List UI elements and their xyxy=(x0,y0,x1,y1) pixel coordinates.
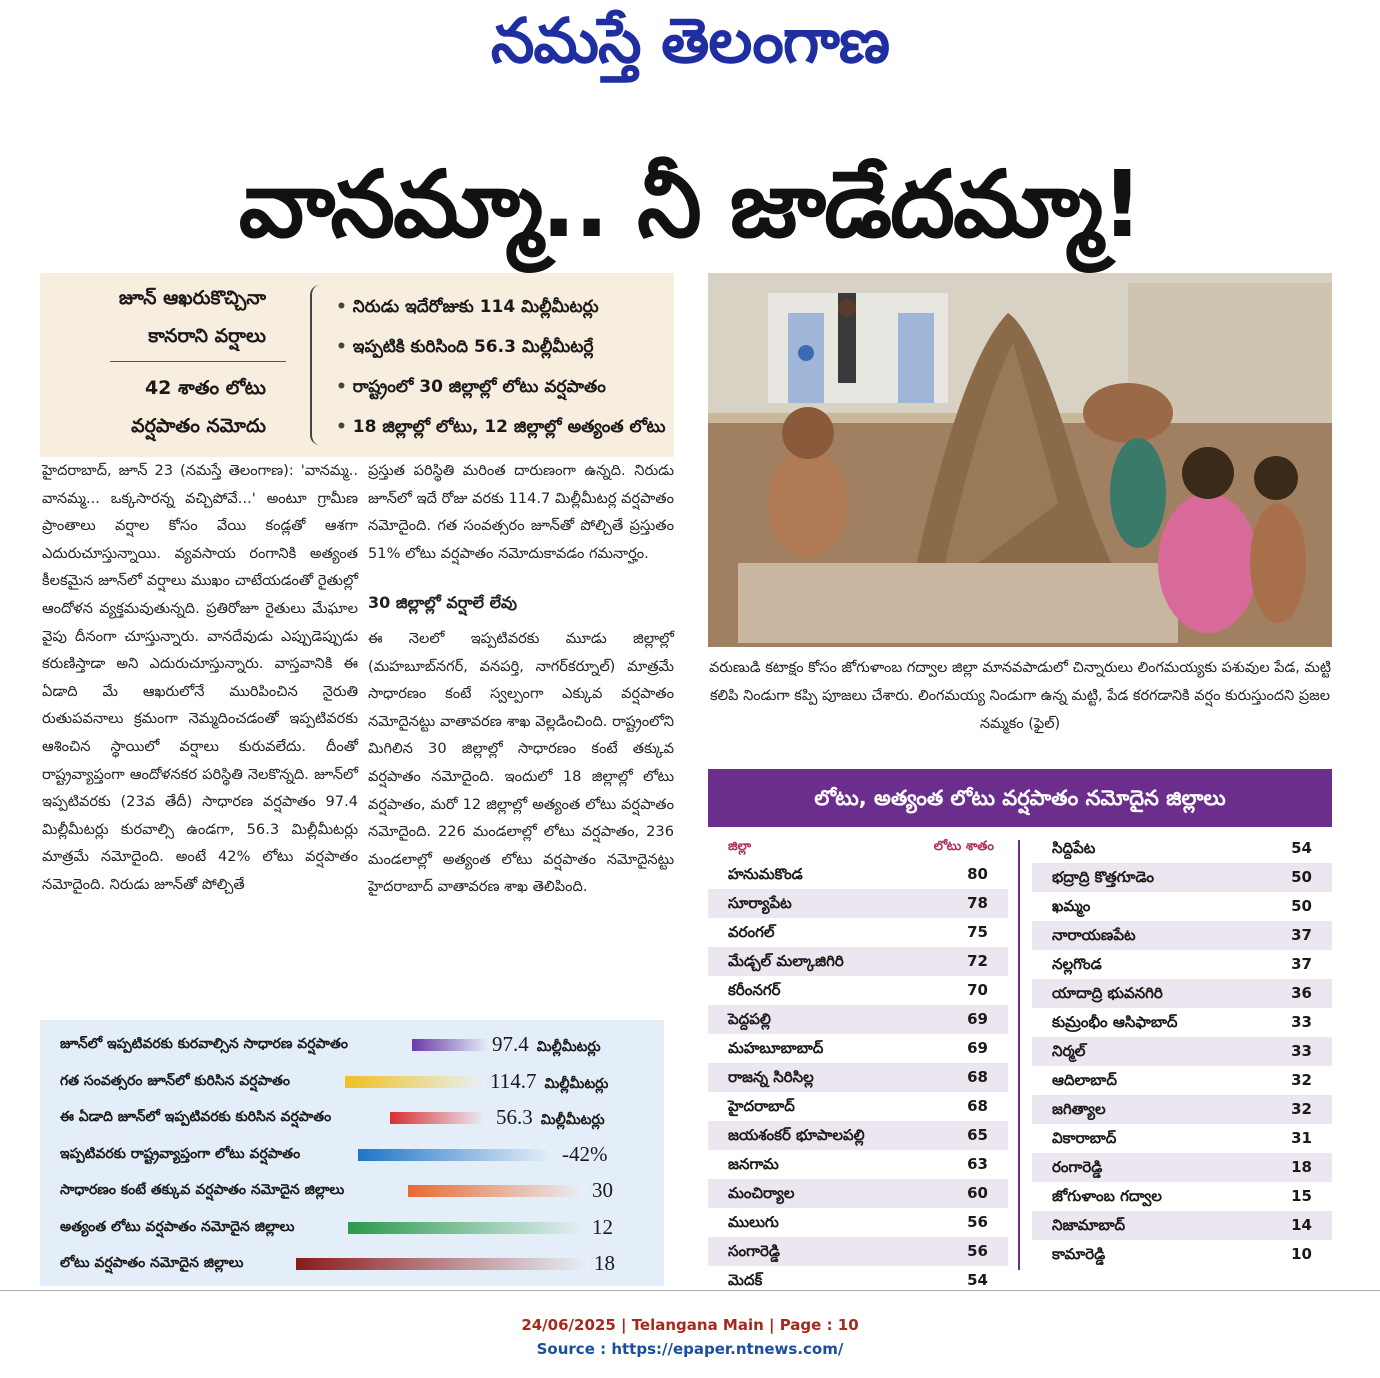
district-name: జోగుళాంబ గద్వాల xyxy=(1052,1187,1162,1205)
table-row xyxy=(708,947,1008,976)
footer-rule xyxy=(0,1290,1380,1291)
stat-value xyxy=(562,1136,608,1172)
deficit-percent: 31 xyxy=(1291,1129,1312,1147)
table-row xyxy=(1032,834,1332,863)
district-name: నారాయణపేట xyxy=(1052,926,1136,944)
table-row xyxy=(708,1237,1008,1266)
district-name: జయశంకర్ భూపాలపల్లి xyxy=(728,1126,865,1144)
table-row xyxy=(708,1092,1008,1121)
district-name: మేడ్చల్ మల్కాజిగిరి xyxy=(728,952,844,970)
stat-label: జూన్‌లో ఇప్పటివరకు కురవాల్సిన సాధారణ వర్షపాతం xyxy=(60,1036,348,1052)
stat-value xyxy=(492,1026,601,1062)
table-header xyxy=(708,834,1008,860)
table-divider xyxy=(1018,840,1020,1270)
summary-point: • నిరుడు ఇదేరోజుకు 114 మిల్లీమీటర్లు xyxy=(336,287,674,327)
stat-row xyxy=(40,1026,664,1062)
summary-left xyxy=(40,273,282,457)
table-row xyxy=(1032,863,1332,892)
deficit-percent: 32 xyxy=(1291,1071,1312,1089)
summary-left-line: జూన్ ఆఖరుకొచ్చినా xyxy=(118,287,266,309)
deficit-percent: 50 xyxy=(1291,897,1312,915)
footer-date-page: 24/06/2025 | Telangana Main | Page : 10 xyxy=(521,1316,859,1334)
table-row xyxy=(1032,1211,1332,1240)
stat-value xyxy=(592,1172,613,1208)
deficit-percent: 14 xyxy=(1291,1216,1312,1234)
deficit-percent: 70 xyxy=(967,981,988,999)
stat-number: 56.3 xyxy=(496,1105,533,1129)
stat-number: -42% xyxy=(562,1141,608,1166)
table-row xyxy=(708,1005,1008,1034)
stat-bar xyxy=(412,1039,490,1051)
table-row xyxy=(708,1150,1008,1179)
stat-number: 97.4 xyxy=(492,1032,529,1056)
deficit-percent: 56 xyxy=(967,1242,988,1260)
header-district: జిల్లా xyxy=(728,839,752,854)
table-row xyxy=(1032,921,1332,950)
stat-label: ఈ ఏడాది జూన్‌లో ఇప్పటివరకు కురిసిన వర్షపాతం xyxy=(60,1109,332,1125)
stat-bar xyxy=(390,1112,486,1124)
stat-value xyxy=(496,1099,605,1135)
summary-left-line: 42 శాతం లోటు xyxy=(144,377,266,399)
stat-number: 12 xyxy=(592,1214,613,1239)
deficit-percent: 60 xyxy=(967,1184,988,1202)
deficit-percent: 54 xyxy=(1291,839,1312,857)
table-row xyxy=(708,1034,1008,1063)
article-text: హైదరాబాద్, జూన్ 23 (నమస్తే తెలంగాణ): 'వానమ్మ.. వానమ్మ... ఒక్కసారన్న వచ్చిపోవే...' అంటూ గ్రామీణ ప్రాంతాలు వర్షాల కోసం వేయి కండ్లతో ఆశగా ఎదురుచూస్తున్నాయి. వ్యవసాయ రంగానికి అత్యంత కీలకమైన జూన్‌లో వర్షాలు ముఖం చాటేయడంతో రైతుల్లో ఆందోళన వ్యక్తమవుతున్నది. ప్రతిరోజూ రైతులు మేఘాల వైపు దీనంగా చూస్తున్నారు. వానదేవుడు ఎప్పుడెప్పుడు కరుణిస్తాడా అని ఎదురుచూస్తున్నారు. వాస్తవానికి ఈ ఏడాది మే ఆఖరులోనే మురిపించిన నైరుతి రుతుపవనాలు క్రమంగా నెమ్మదించడంతో ఇప్పటివరకు ఆశించిన స్థాయిలో వర్షాలు కురువలేదు. దీంతో రాష్ట్రవ్యాప్తంగా ఆందోళనకర పరిస్థితి నెలకొన్నది. జూన్‌లో ఇప్పటివరకు (23వ తేదీ) సాధారణ వర్షపాతం 97.4 మిల్లీమీటర్లు కురవాల్సి ఉండగా, 56.3 మిల్లీమీటర్లు మాత్రమే నమోదైంది. అంటే 42% లోటు వర్షపాతం నమోదైంది. నిరుడు జూన్‌తో పోల్చితే xyxy=(42,462,358,893)
article-subheading: 30 జిల్లాల్లో వర్షాలే లేవు xyxy=(368,593,517,613)
table-row xyxy=(1032,979,1332,1008)
stat-number: 18 xyxy=(594,1251,615,1275)
district-name: భద్రాద్రి కొత్తగూడెం xyxy=(1052,868,1155,886)
table-row xyxy=(1032,1008,1332,1037)
news-photo xyxy=(708,273,1332,647)
summary-brace xyxy=(310,285,326,445)
stat-row xyxy=(40,1136,664,1172)
summary-left-line: కానరాని వర్షాలు xyxy=(148,325,266,347)
district-name: జగిత్యాల xyxy=(1052,1100,1106,1118)
district-name: వరంగల్ xyxy=(728,923,775,941)
deficit-percent: 33 xyxy=(1291,1013,1312,1031)
stat-bar xyxy=(345,1076,485,1088)
district-name: సిద్దిపేట xyxy=(1052,839,1096,857)
deficit-percent: 32 xyxy=(1291,1100,1312,1118)
district-name: మంచిర్యాల xyxy=(728,1184,795,1202)
stat-label: ఇప్పటివరకు రాష్ట్రవ్యాప్తంగా లోటు వర్షపాతం xyxy=(60,1145,301,1162)
table-row xyxy=(708,976,1008,1005)
district-name: పెద్దపల్లి xyxy=(728,1010,771,1028)
table-row xyxy=(708,1208,1008,1237)
table-row xyxy=(1032,950,1332,979)
summary-point: • రాష్ట్రంలో 30 జిల్లాల్లో లోటు వర్షపాతం xyxy=(336,367,674,407)
deficit-percent: 18 xyxy=(1291,1158,1312,1176)
stat-number: 30 xyxy=(592,1178,613,1202)
stat-label: అత్యంత లోటు వర్షపాతం నమోదైన జిల్లాలు xyxy=(60,1218,295,1235)
photo-caption: వరుణుడి కటాక్షం కోసం జోగుళాంబ గద్వాల జిల్లా మానవపాడులో చిన్నారులు లింగమయ్యకు పశువుల పేడ, మట్టి కలిపి నిండుగా కప్పి పూజలు చేశారు. లింగమయ్య నిండుగా ఉన్న మట్టి, పేడ కరగడానికి వర్షం కురుస్తుందని ప్రజల నమ్మకం (ఫైల్) xyxy=(708,660,1332,732)
stat-unit: మిల్లీమీటర్లు xyxy=(544,1075,609,1092)
stat-number: 114.7 xyxy=(490,1068,537,1093)
summary-divider xyxy=(110,361,286,362)
deficit-percent: 68 xyxy=(967,1068,988,1086)
stat-bar xyxy=(358,1149,554,1161)
district-name: సంగారెడ్డి xyxy=(728,1242,780,1260)
district-name: రంగారెడ్డి xyxy=(1052,1158,1103,1176)
district-name: జనగామ xyxy=(728,1155,779,1173)
deficit-percent: 75 xyxy=(967,923,988,941)
stat-label: గత సంవత్సరం జూన్‌లో కురిసిన వర్షపాతం xyxy=(60,1072,291,1089)
district-name: హనుమకొండ xyxy=(728,865,803,883)
article-column-2 xyxy=(368,457,674,901)
deficit-percent: 33 xyxy=(1291,1042,1312,1060)
stat-row xyxy=(40,1172,664,1208)
headline: వానమ్మా.. నీ జాడేదమ్మా! xyxy=(238,151,1142,258)
district-name: మెదక్ xyxy=(728,1271,763,1289)
stat-label: లోటు వర్షపాతం నమోదైన జిల్లాలు xyxy=(60,1255,244,1271)
masthead-logo: నమస్తే తెలంగాణ xyxy=(490,4,890,77)
stat-value xyxy=(490,1063,608,1099)
footer-source: Source : https://epaper.ntnews.com/ xyxy=(536,1340,844,1358)
district-name: కుమ్రంభీం ఆసిఫాబాద్ xyxy=(1052,1013,1178,1031)
district-name: నిజామాబాద్ xyxy=(1052,1216,1126,1234)
stat-row xyxy=(40,1245,664,1281)
table-title: లోటు, అత్యంత లోటు వర్షపాతం నమోదైన జిల్లాలు xyxy=(708,769,1332,827)
table-row xyxy=(708,860,1008,889)
table-row xyxy=(708,918,1008,947)
deficit-percent: 78 xyxy=(967,894,988,912)
article-text: ప్రస్తుత పరిస్థితి మరింత దారుణంగా ఉన్నది. నిరుడు జూన్‌లో ఇదే రోజు వరకు 114.7 మిల్లీమీటర్ల వర్షపాతం నమోదైంది. గత సంవత్సరం జూన్‌తో పోల్చితే ప్రస్తుతం 51% లోటు వర్షపాతం నమోదుకావడం గమనార్హం. xyxy=(368,462,674,562)
photo-illustration xyxy=(708,273,1332,647)
table-row xyxy=(708,889,1008,918)
deficit-percent: 80 xyxy=(967,865,988,883)
deficit-percent: 37 xyxy=(1291,926,1312,944)
summary-left-line: వర్షపాతం నమోదు xyxy=(131,415,266,437)
table-column-right xyxy=(1032,834,1332,1269)
district-name: సూర్యాపేట xyxy=(728,894,792,912)
district-name: ములుగు xyxy=(728,1213,779,1231)
deficit-percent: 56 xyxy=(967,1213,988,1231)
table-row xyxy=(1032,1066,1332,1095)
district-name: యాదాద్రి భువనగిరి xyxy=(1052,984,1163,1002)
stat-value xyxy=(592,1209,613,1245)
stat-bar xyxy=(408,1185,586,1197)
table-row xyxy=(1032,1182,1332,1211)
district-table xyxy=(708,834,1332,1289)
article-text: ఈ నెలలో ఇప్పటివరకు మూడు జిల్లాల్లో (మహబూబ్‌నగర్, వనపర్తి, నాగర్‌కర్నూల్) మాత్రమే సాధారణం కంటే స్వల్పంగా ఎక్కువ వర్షపాతం నమోదైనట్టు వాతావరణ శాఖ వెల్లడించింది. రాష్ట్రంలోని మిగిలిన 30 జిల్లాల్లో సాధారణం కంటే తక్కువ వర్షపాతం నమోదైంది. ఇందులో 18 జిల్లాల్లో లోటు వర్షపాతం, మరో 12 జిల్లాల్లో అత్యంత లోటు వర్షపాతం నమోదైంది. 226 మండలాల్లో లోటు వర్షపాతం, 236 మండలాల్లో అత్యంత లోటు వర్షపాతం నమోదైనట్టు హైదరాబాద్ వాతావరణ శాఖ తెలిపింది. xyxy=(368,629,674,896)
deficit-percent: 37 xyxy=(1291,955,1312,973)
district-name: కరీంనగర్ xyxy=(728,981,781,999)
district-name: ఖమ్మం xyxy=(1052,897,1091,915)
deficit-percent: 10 xyxy=(1291,1245,1312,1263)
deficit-percent: 68 xyxy=(967,1097,988,1115)
deficit-percent: 69 xyxy=(967,1010,988,1028)
district-name: హైదరాబాద్ xyxy=(728,1097,795,1115)
stat-unit: మిల్లీమీటర్లు xyxy=(540,1112,605,1128)
summary-points xyxy=(336,287,674,447)
stat-label: సాధారణం కంటే తక్కువ వర్షపాతం నమోదైన జిల్లాలు xyxy=(60,1182,345,1198)
district-name: రాజన్న సిరిసిల్ల xyxy=(728,1068,814,1086)
deficit-percent: 69 xyxy=(967,1039,988,1057)
summary-point: • ఇప్పటికి కురిసింది 56.3 మిల్లీమీటర్లే xyxy=(336,327,674,367)
district-name: నిర్మల్ xyxy=(1052,1042,1086,1060)
stat-row xyxy=(40,1099,664,1135)
district-name: నల్లగొండ xyxy=(1052,955,1102,973)
table-row xyxy=(1032,1124,1332,1153)
stat-bar xyxy=(296,1258,590,1270)
table-row xyxy=(1032,892,1332,921)
deficit-percent: 72 xyxy=(967,952,988,970)
table-row xyxy=(708,1121,1008,1150)
table-column-left xyxy=(708,834,1008,1295)
deficit-percent: 63 xyxy=(967,1155,988,1173)
stat-bar xyxy=(348,1222,588,1234)
stat-row xyxy=(40,1063,664,1099)
district-name: ఆదిలాబాద్ xyxy=(1052,1071,1117,1089)
district-name: మహబూబాబాద్ xyxy=(728,1039,824,1057)
deficit-percent: 54 xyxy=(967,1271,988,1289)
article-column-1 xyxy=(42,457,358,899)
stat-row xyxy=(40,1209,664,1245)
deficit-percent: 65 xyxy=(967,1126,988,1144)
district-name: వికారాబాద్ xyxy=(1052,1129,1117,1147)
summary-box xyxy=(40,273,674,457)
table-row xyxy=(1032,1153,1332,1182)
table-row xyxy=(1032,1037,1332,1066)
stat-unit: మిల్లీమీటర్లు xyxy=(536,1039,601,1055)
deficit-percent: 50 xyxy=(1291,868,1312,886)
deficit-percent: 36 xyxy=(1291,984,1312,1002)
header-percent: లోటు శాతం xyxy=(933,839,994,854)
district-name: కామారెడ్డి xyxy=(1052,1245,1106,1263)
table-row xyxy=(708,1179,1008,1208)
summary-point: • 18 జిల్లాల్లో లోటు, 12 జిల్లాల్లో అత్యంత లోటు xyxy=(336,407,674,447)
stats-infographic xyxy=(40,1020,664,1286)
table-row xyxy=(1032,1240,1332,1269)
stat-value xyxy=(594,1245,615,1281)
table-row xyxy=(708,1063,1008,1092)
table-row xyxy=(1032,1095,1332,1124)
deficit-percent: 15 xyxy=(1291,1187,1312,1205)
